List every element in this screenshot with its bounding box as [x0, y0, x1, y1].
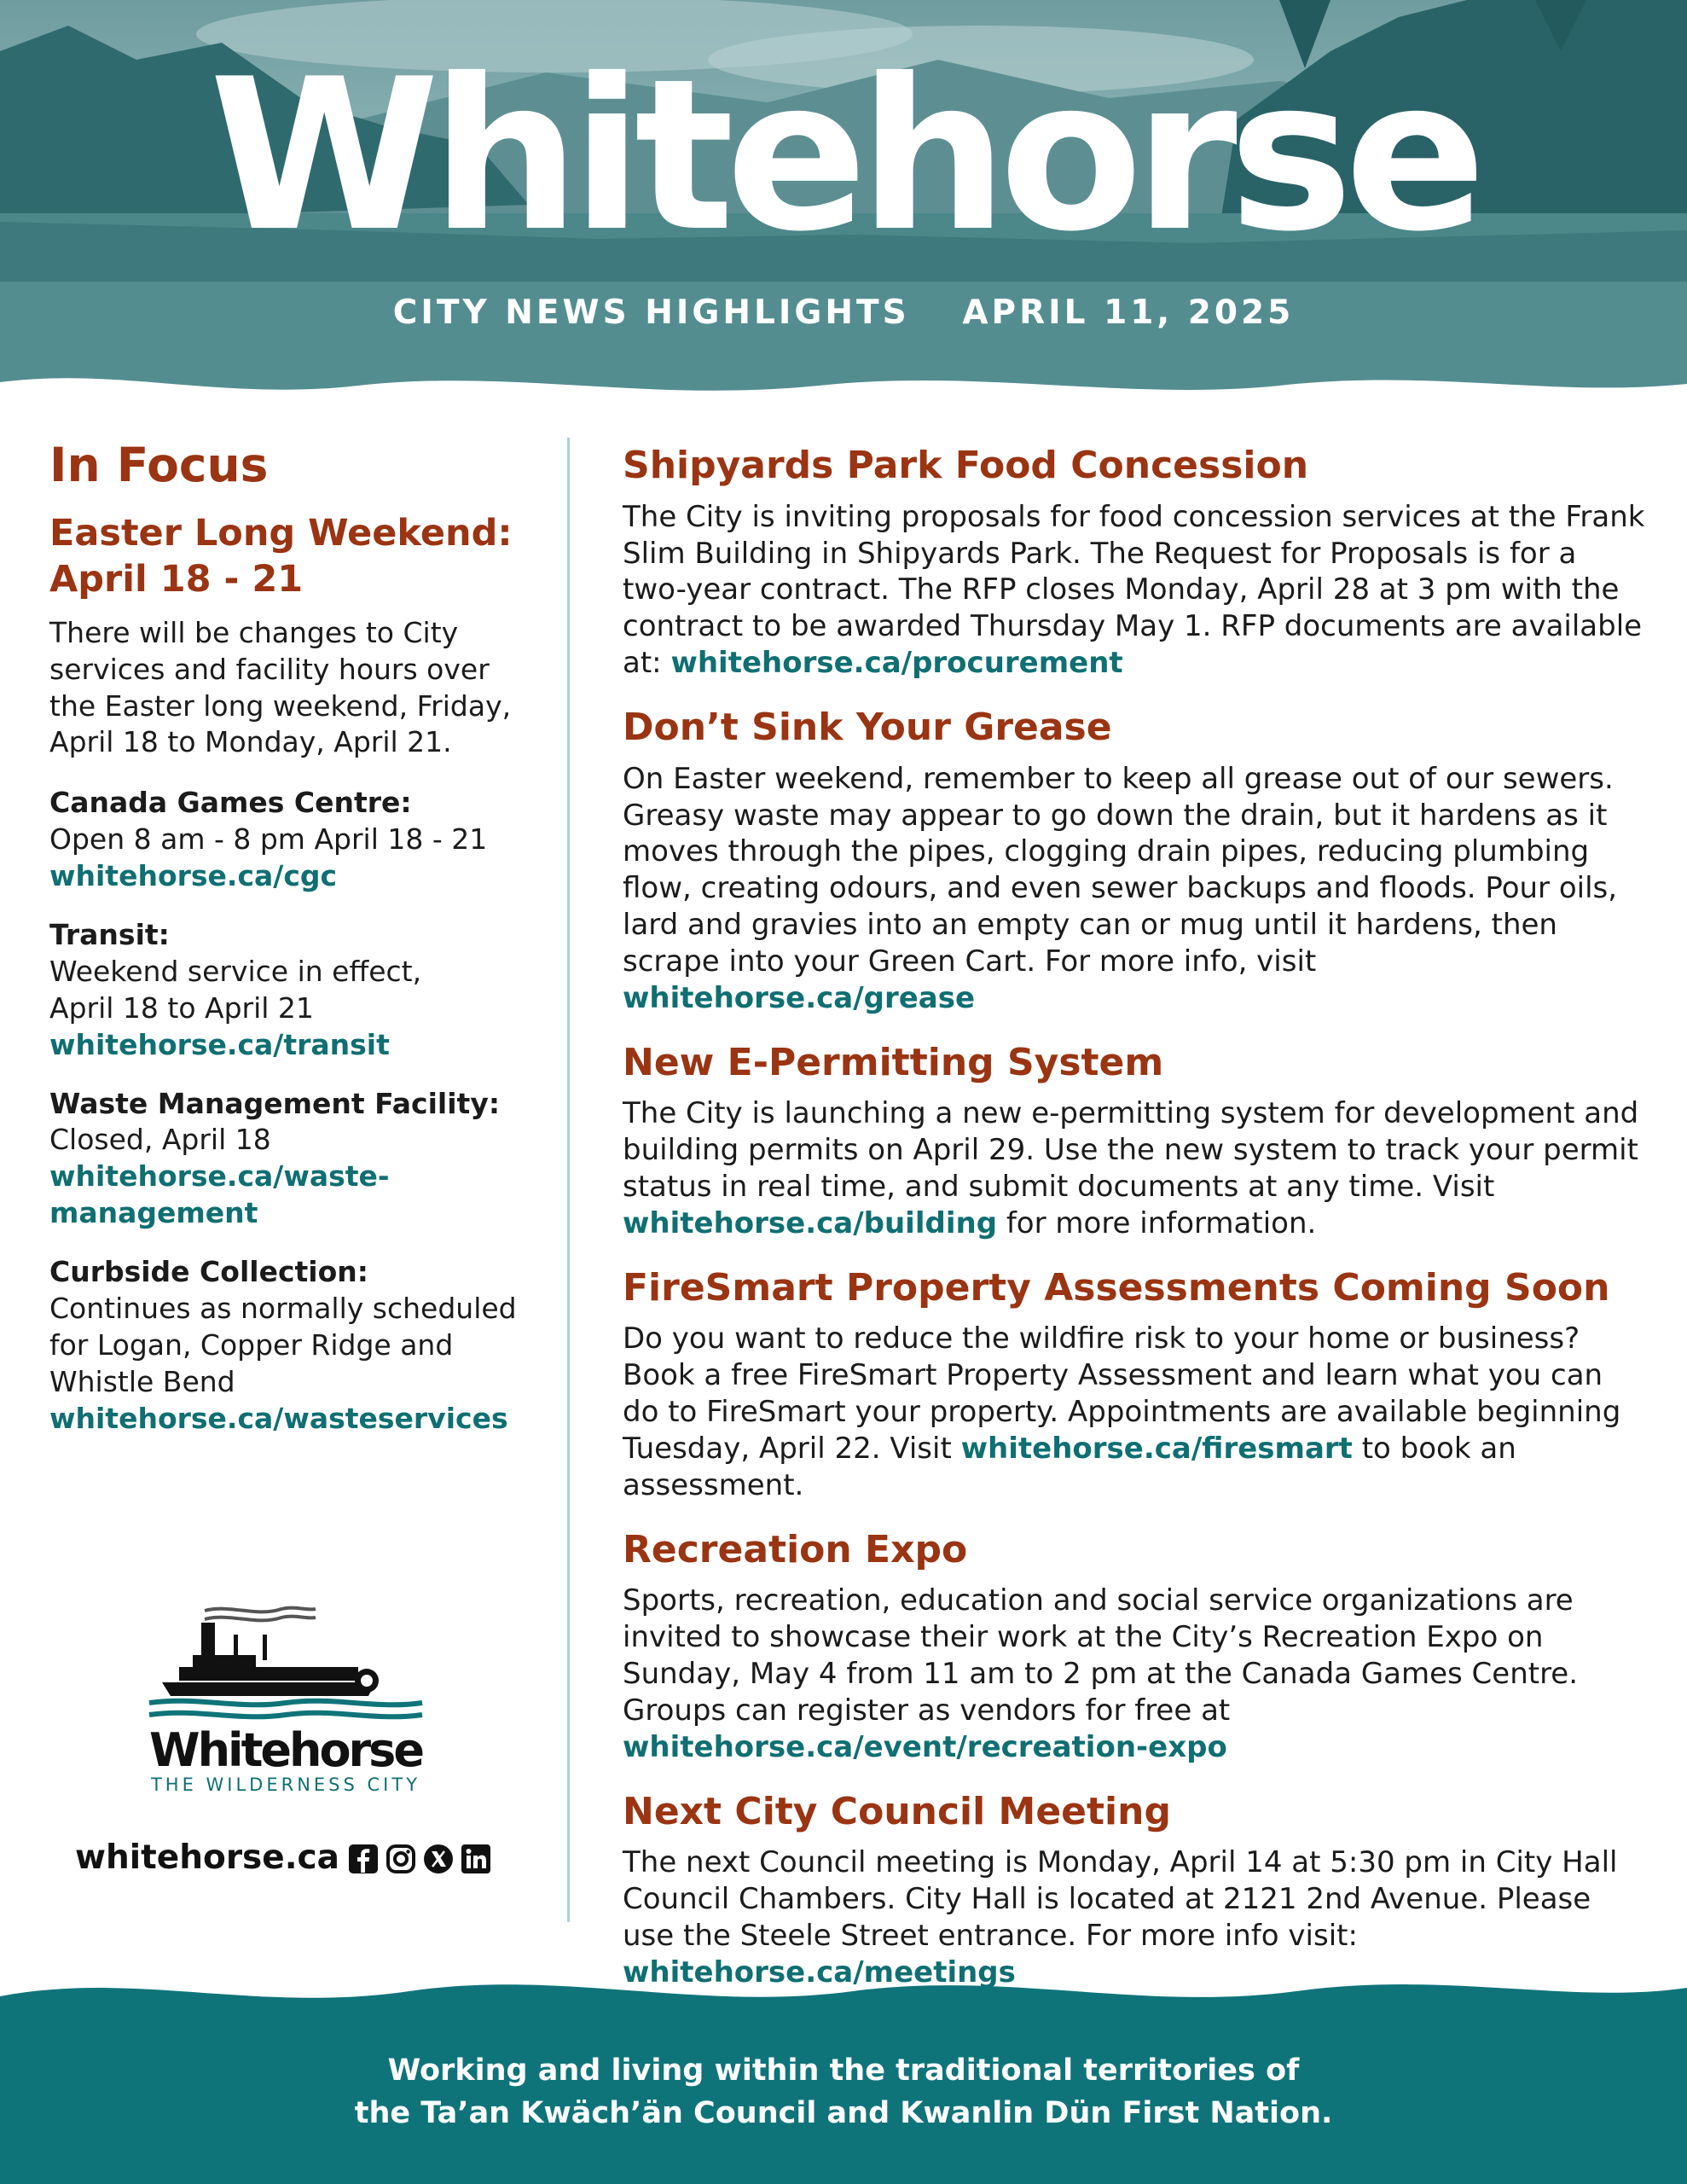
x-icon[interactable]	[423, 1844, 454, 1874]
article-firesmart	[623, 1266, 1646, 1504]
article-text-after: for more information.	[997, 1205, 1317, 1240]
city-logo	[145, 1604, 426, 1795]
article-title: New E-Permitting System	[623, 1040, 1164, 1084]
easter-heading-line2: April 18 - 21	[49, 558, 304, 601]
link-waste-management[interactable]: whitehorse.ca/waste-management	[49, 1159, 390, 1230]
article-text: Sports, recreation, education and social service organizations are invited to showcase their work at the City’s Recreation Expo on Sunday, May 4 from 11 am to 2 pm at the Canada Games Centre. Groups can register as vendors for free at	[623, 1583, 1579, 1728]
article-title: Shipyards Park Food Concession	[623, 444, 1309, 487]
sternwheeler-icon	[145, 1604, 426, 1723]
focus-item-transit	[49, 917, 536, 1064]
article-body	[623, 499, 1646, 682]
instagram-icon[interactable]	[386, 1844, 416, 1874]
link-wasteservices[interactable]: whitehorse.ca/wasteservices	[49, 1401, 508, 1435]
article-shipyards	[623, 444, 1646, 682]
column-divider	[567, 438, 570, 1922]
article-title: FireSmart Property Assessments Coming Soon	[623, 1265, 1610, 1310]
focus-item-label: Waste Management Facility:	[49, 1086, 501, 1120]
link-firesmart[interactable]: whitehorse.ca/firesmart	[960, 1431, 1353, 1466]
acknowledgement-line1: Working and living within the traditional territories of	[387, 2053, 1300, 2088]
article-body	[623, 761, 1646, 1017]
article-text: The City is inviting proposals for food concession services at the Frank Slim Building in Shipyards Park. The Request for Proposals is for a two-year contract. The RFP closes Monday, April 28 at 3 pm with the contract to be awarded Thursday May 1. RFP documents are available at:	[623, 499, 1645, 681]
focus-item-text: Continues as normally scheduled for Logan, Copper Ridge and Whistle Bend	[49, 1291, 517, 1398]
focus-item-label: Curbside Collection:	[49, 1255, 368, 1289]
focus-item-cgc	[49, 785, 536, 895]
article-text: The City is launching a new e-permitting system for development and building permits on April 29. Use the new system to track your permit status in real time, and submit documents at any time. Visit	[623, 1096, 1639, 1204]
focus-item-text: Weekend service in effect, April 18 to April 21	[49, 954, 422, 1025]
link-grease[interactable]: whitehorse.ca/grease	[623, 980, 976, 1015]
logo-wordmark: Whitehorse	[149, 1723, 422, 1777]
link-procurement[interactable]: whitehorse.ca/procurement	[670, 646, 1123, 681]
article-title: Next City Council Meeting	[623, 1789, 1171, 1833]
article-e-permitting	[623, 1041, 1646, 1242]
in-focus-column	[49, 439, 536, 1460]
article-title: Recreation Expo	[623, 1527, 968, 1571]
focus-item-label: Transit:	[49, 917, 170, 951]
article-text-after: to book an assessment.	[623, 1431, 1516, 1502]
article-grease	[623, 706, 1646, 1017]
article-body	[623, 1583, 1646, 1765]
article-recreation-expo	[623, 1528, 1646, 1766]
focus-item-waste	[49, 1086, 536, 1233]
article-body	[623, 1095, 1646, 1241]
easter-heading-line1: Easter Long Weekend:	[49, 511, 513, 555]
link-transit[interactable]: whitehorse.ca/transit	[49, 1027, 390, 1061]
article-body	[623, 1321, 1646, 1503]
link-building[interactable]: whitehorse.ca/building	[623, 1205, 998, 1240]
article-text: The next Council meeting is Monday, April 14 at 5:30 pm in City Hall Council Chambers. City Hall is located at 2121 2nd Avenue. Please use the Steele Street entrance. For more info visit:	[623, 1845, 1618, 1953]
focus-item-label: Canada Games Centre:	[49, 786, 412, 820]
link-cgc[interactable]: whitehorse.ca/cgc	[49, 859, 338, 893]
in-focus-heading: In Focus	[49, 438, 269, 492]
acknowledgement-line2: the Ta’an Kwäch’än Council and Kwanlin Dün First Nation.	[354, 2095, 1333, 2130]
land-acknowledgement	[0, 2050, 1687, 2135]
focus-item-curbside	[49, 1254, 536, 1437]
website-link[interactable]: whitehorse.ca	[75, 1838, 339, 1877]
site-and-social	[75, 1838, 519, 1881]
focus-item-text: Open 8 am - 8 pm April 18 - 21	[49, 822, 488, 857]
article-council-meeting	[623, 1790, 1646, 1991]
header-subtitle	[0, 293, 1687, 332]
header-banner	[0, 0, 1687, 410]
linkedin-icon[interactable]	[461, 1844, 491, 1874]
newsletter-title: CITY NEWS HIGHLIGHTS	[392, 293, 910, 332]
article-title: Don’t Sink Your Grease	[623, 705, 1112, 749]
link-meetings[interactable]: whitehorse.ca/meetings	[623, 1955, 1016, 1989]
article-text: Do you want to reduce the wildfire risk to your home or business? Book a free FireSmart Property Assessment and learn what you can do to FireSmart your property. Appointments are available beginning Tuesday, April 22. Visit	[623, 1321, 1621, 1466]
facebook-icon[interactable]	[348, 1844, 379, 1874]
masthead-title: Whitehorse	[209, 34, 1478, 277]
easter-heading	[49, 510, 536, 603]
logo-tagline: THE WILDERNESS CITY	[150, 1774, 421, 1795]
issue-date: APRIL 11, 2025	[962, 293, 1295, 332]
easter-intro: There will be changes to City services and facility hours over the Easter long weekend, Friday, April 18 to Monday, April 21.	[49, 615, 512, 759]
focus-item-text: Closed, April 18	[49, 1123, 271, 1157]
link-recreation-expo[interactable]: whitehorse.ca/event/recreation-expo	[623, 1729, 1227, 1764]
news-column	[623, 444, 1646, 2015]
article-text: On Easter weekend, remember to keep all grease out of our sewers. Greasy waste may appear to go down the drain, but it hardens as it moves through the pipes, clogging drain pipes, reducing plumbing flow, creating odours, and even sewer backups and floods. Pour oils, lard and gravies into an empty can or mug until it hardens, then scrape into your Green Cart. For more info, visit	[623, 761, 1618, 979]
